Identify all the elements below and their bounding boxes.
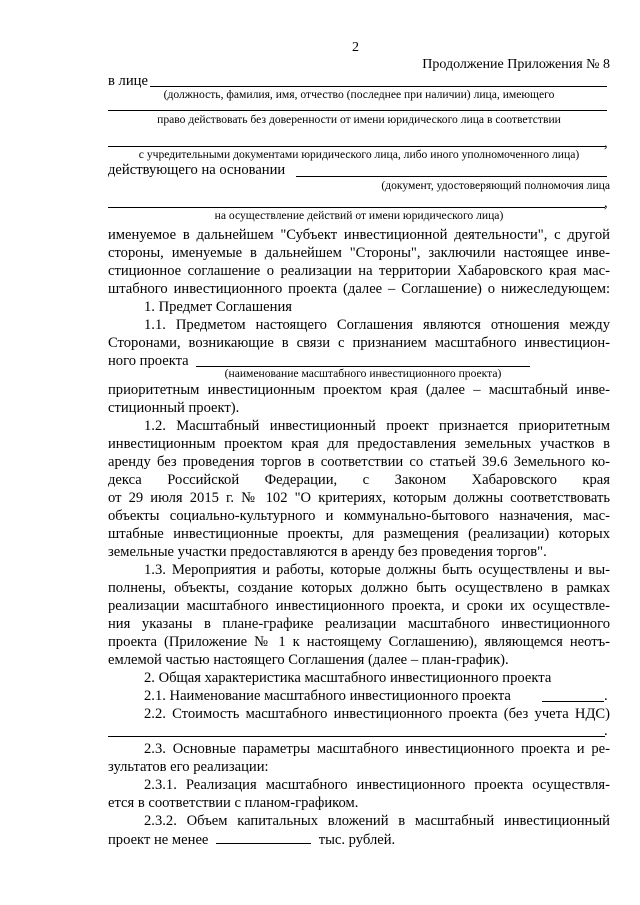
paragraph-line: от 29 июля 2015 г. № 102 "О критериях, которым должны соответствовать: [108, 490, 610, 506]
paragraph-line: емлемой частью настоящего Соглашения (далее – план-график).: [108, 652, 509, 668]
caption-project-name: (наименование масштабного инвестиционного проекта): [224, 367, 502, 380]
paragraph-line: ния указаны в плане-графике реализации масштабного инвестиционного: [108, 616, 610, 632]
fill-line-2: [108, 110, 607, 111]
paragraph-line: зультатов его реализации:: [108, 759, 269, 775]
paragraph-line: 1.1. Предметом настоящего Соглашения являются отношения между: [144, 317, 610, 333]
paragraph-line: стиционный проект).: [108, 400, 240, 416]
page-number: 2: [352, 40, 359, 55]
section-1-title: 1. Предмет Соглашения: [144, 299, 292, 315]
fill-line-4: [108, 207, 605, 208]
in-person-label: в лице: [108, 73, 148, 89]
investment-unit: тыс. рублей.: [318, 832, 396, 848]
continuation-label: Продолжение Приложения № 8: [422, 57, 610, 72]
paragraph-line: 2.3.1. Реализация масштабного инвестиционного проекта осуществля-: [144, 777, 610, 793]
caption-docs: с учредительными документами юридического лица, либо иного уполномоченного лица): [138, 148, 580, 161]
paragraph-line: объекты социально-культурного и коммунально-бытового назначения, мас-: [108, 508, 610, 524]
paragraph-line: [108, 830, 610, 848]
caption-right: право действовать без доверенности от имени юридического лица в соответствии: [157, 113, 561, 126]
paragraph-line: 2.3.2. Объем капитальных вложений в масштабный инвестиционный: [144, 813, 610, 829]
fill-line-cost: [108, 736, 605, 737]
paragraph-line: приоритетным инвестиционным проектом края (далее – масштабный инве-: [108, 382, 610, 398]
project-name-label: 2.1. Наименование масштабного инвестиционного проекта: [144, 688, 511, 704]
paragraph-line: ется в соответствии с планом-графиком.: [108, 795, 359, 811]
paragraph-line: земельные участки предоставляются в аренду без проведения торгов".: [108, 544, 547, 560]
paragraph-line: декса Российской Федерации, с Законом Хабаровского края: [108, 472, 610, 488]
comma-1: ,: [604, 135, 608, 151]
fill-line-3: [108, 146, 605, 147]
intro-line: стиционное соглашение о реализации на территории Хабаровского края мас-: [108, 263, 610, 279]
paragraph-line: [144, 687, 610, 705]
paragraph-line: полнены, объекты, создание которых должно быть осуществлено в рамках: [108, 580, 610, 596]
fill-line-person: [150, 86, 607, 87]
caption-document: (документ, удостоверяющий полномочия лица: [381, 179, 610, 192]
paragraph-line: инвестиционным проектом края для предоставления земельных участков в: [108, 436, 610, 452]
paragraph-line: 2.2. Стоимость масштабного инвестиционного проекта (без учета НДС): [144, 706, 610, 722]
section-2-title: 2. Общая характеристика масштабного инвестиционного проекта: [144, 670, 552, 686]
caption-actions: на осуществление действий от имени юридического лица): [214, 209, 504, 222]
paragraph-line: 1.2. Масштабный инвестиционный проект признается приоритетным: [144, 418, 610, 434]
paragraph-line: 1.3. Мероприятия и работы, которые должны быть осуществлены и вы-: [144, 562, 610, 578]
period-1: .: [604, 688, 608, 704]
paragraph-line: реализации масштабного инвестиционного проекта, и сроки их осуществле-: [108, 598, 610, 614]
intro-line: штабного инвестиционного проекта (далее – Соглашение) о нижеследующем:: [108, 281, 610, 297]
fill-line-name: [542, 701, 604, 702]
project-label: ного проекта: [108, 353, 189, 369]
period-2: .: [604, 723, 608, 739]
paragraph-line: Сторонами, возникающие в связи с признанием масштабного инвестицион-: [108, 335, 610, 351]
acting-basis-label: действующего на основании: [108, 162, 286, 178]
investment-label: проект не менее: [108, 832, 209, 848]
paragraph-line: аренду без проведения торгов в соответствии со статьей 39.6 Земельного ко-: [108, 454, 610, 470]
investment-amount-blank: [216, 830, 311, 844]
caption-position: (должность, фамилия, имя, отчество (последнее при наличии) лица, имеющего: [163, 88, 555, 101]
paragraph-line: проекта (Приложение № 1 к настоящему Соглашению), являющемся неотъ-: [108, 634, 610, 650]
intro-line: именуемое в дальнейшем "Субъект инвестиционной деятельности", с другой: [108, 227, 610, 243]
intro-line: стороны, именуемые в дальнейшем "Стороны", заключили настоящее инве-: [108, 245, 610, 261]
comma-2: ,: [604, 195, 608, 211]
fill-line-basis: [296, 176, 607, 177]
paragraph-line: штабные инвестиционные проекты, для размещения (реализации) которых: [108, 526, 610, 542]
paragraph-line: 2.3. Основные параметры масштабного инвестиционного проекта и ре-: [144, 741, 610, 757]
